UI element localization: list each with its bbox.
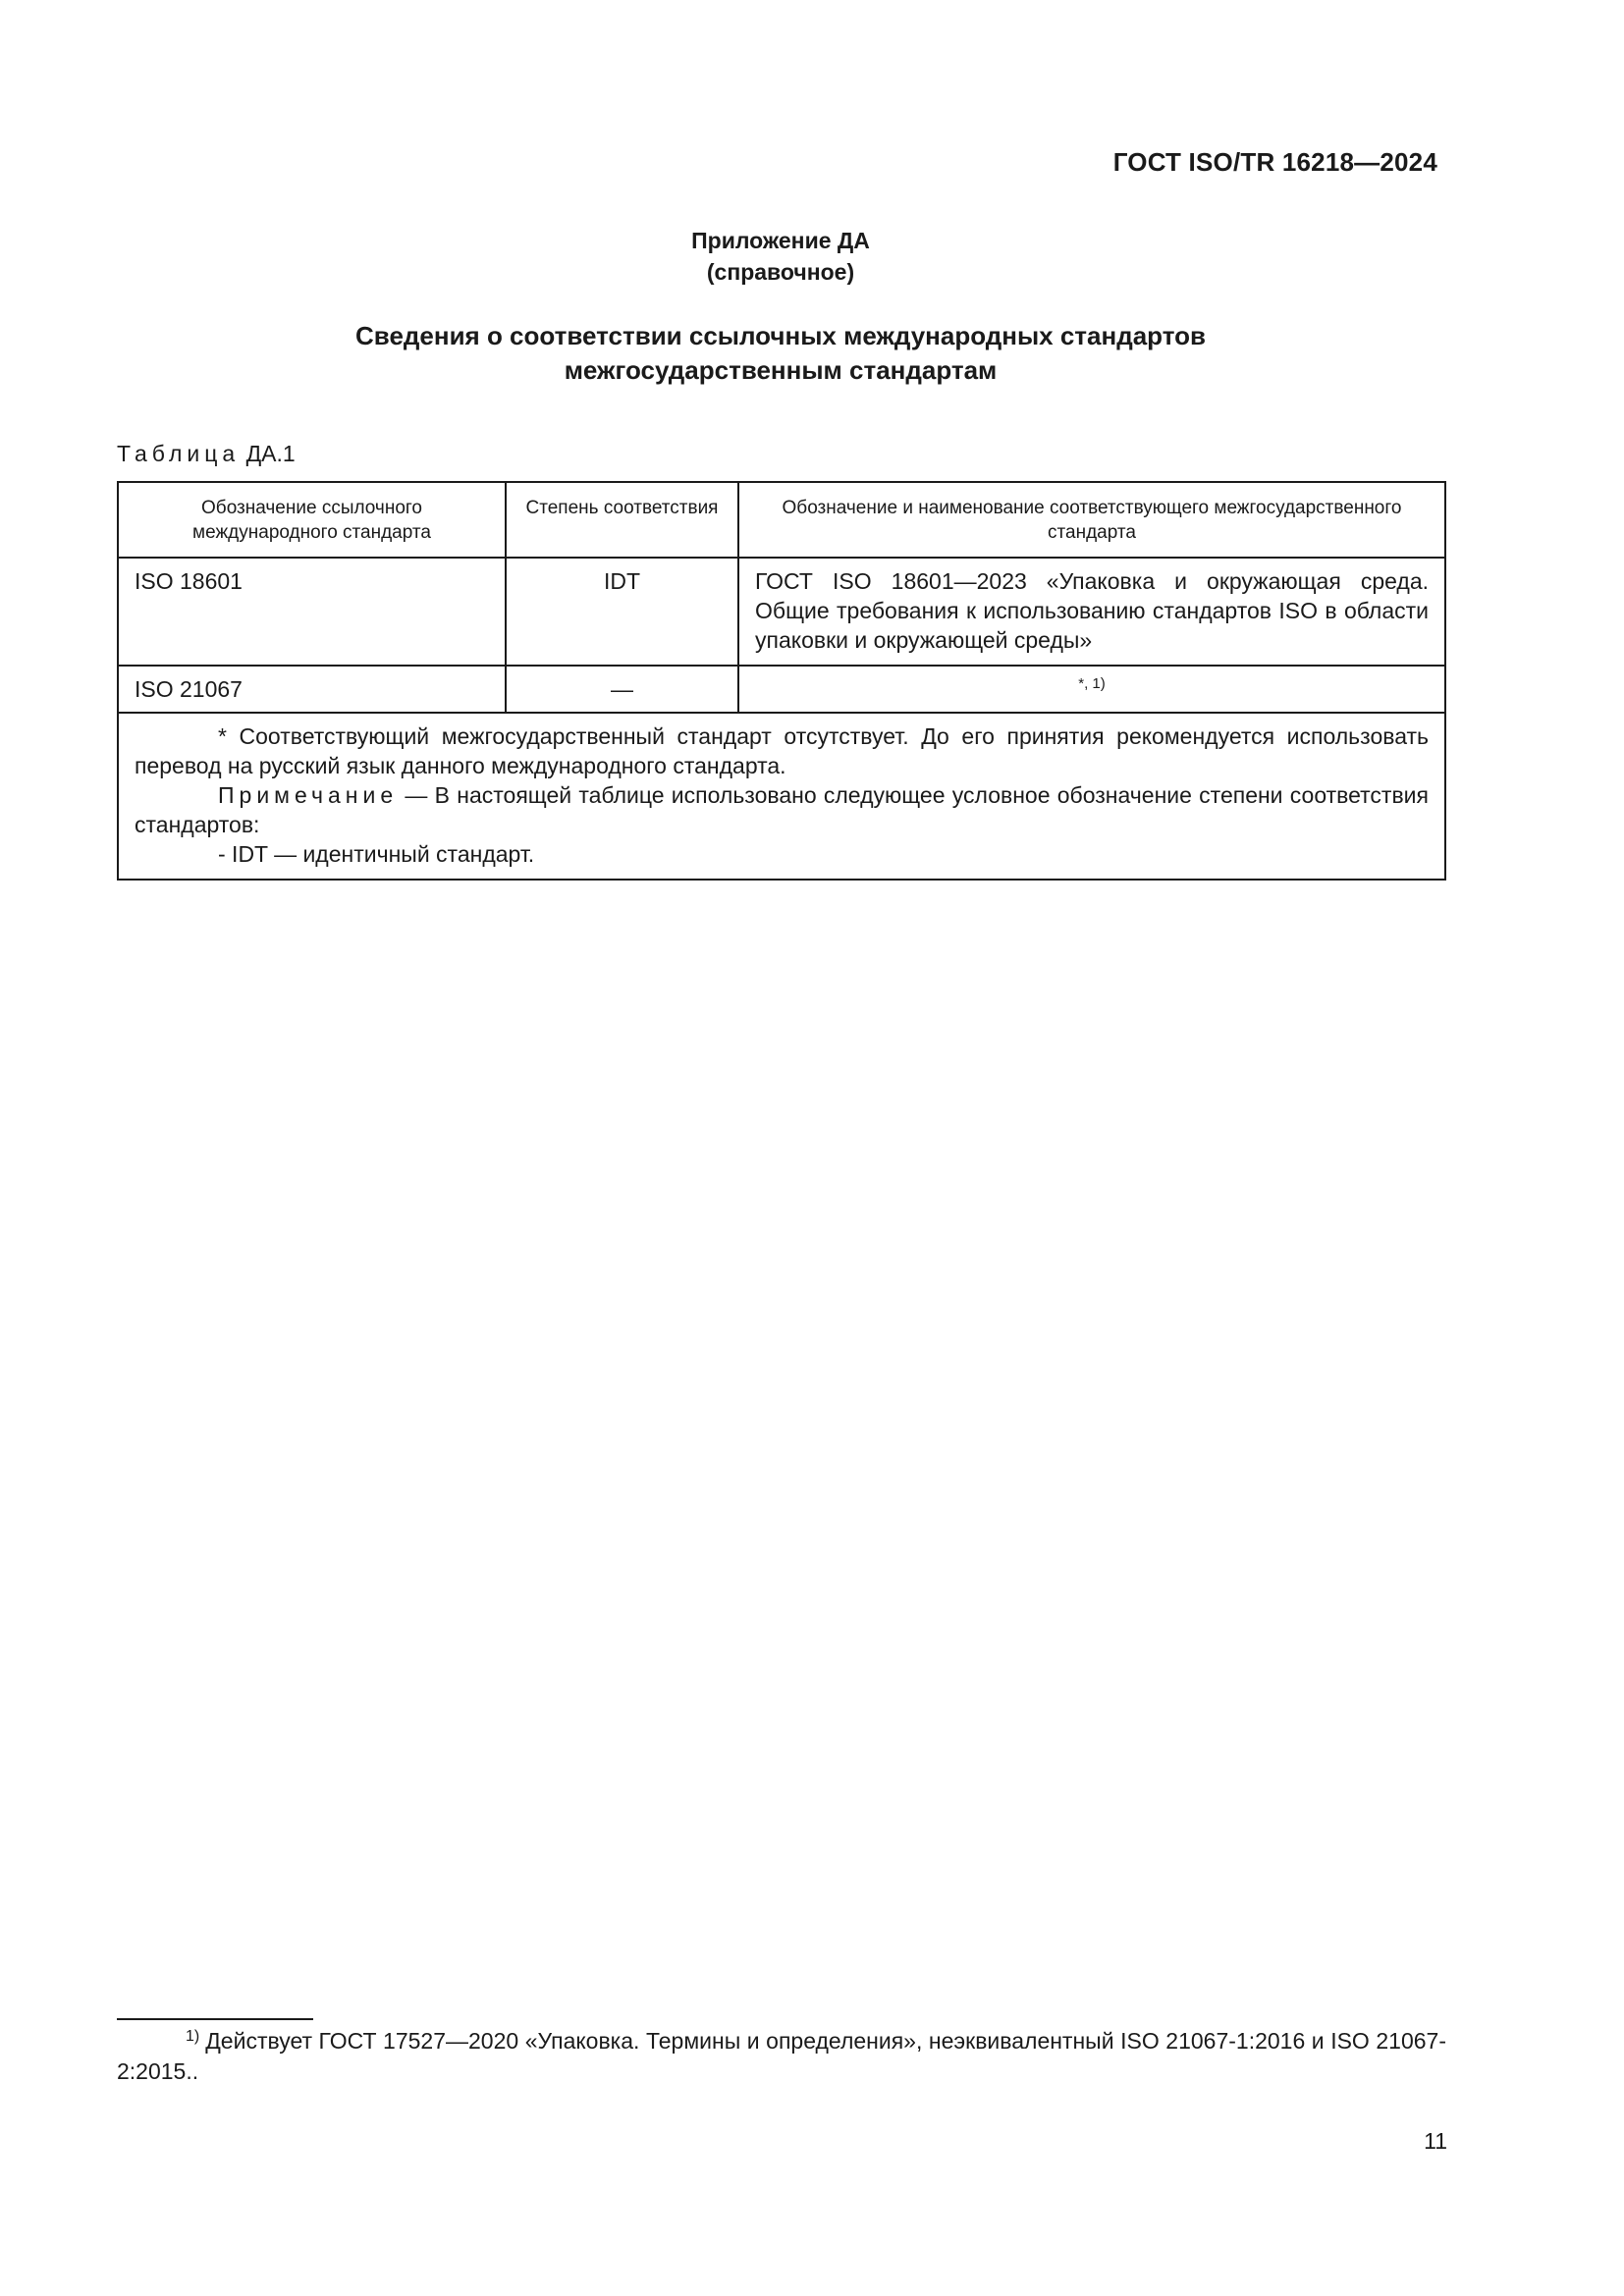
note-paragraph [135, 780, 1429, 839]
table-caption-word: Таблица [117, 441, 241, 466]
cell-degree: IDT [506, 558, 738, 666]
footnote-divider [117, 2018, 313, 2020]
section-title-line-1: Сведения о соответствии ссылочных международных стандартов [355, 321, 1206, 350]
appendix-heading: Приложение ДА [691, 228, 870, 253]
note-asterisk: * Соответствующий межгосударственный стандарт отсутствует. До его принятия рекомендуется использовать перевод на русский язык данного международного стандарта. [135, 723, 1429, 778]
cell-standard: ISO 18601 [118, 558, 506, 666]
cell-standard: ISO 21067 [118, 666, 506, 713]
footnote-reference: *, 1) [1078, 675, 1106, 692]
cell-interstate [738, 666, 1445, 713]
header-interstate-standard: Обозначение и наименование соответствующего межгосударственного стандарта [738, 482, 1445, 558]
correspondence-table [117, 481, 1446, 881]
table-row [118, 558, 1445, 666]
header-degree: Степень соответствия [506, 482, 738, 558]
footnote [117, 2026, 1446, 2087]
note-list-item: - IDT — идентичный стандарт. [218, 841, 535, 867]
footnote-marker: 1) [186, 2028, 200, 2045]
table-row [118, 666, 1445, 713]
cell-interstate: ГОСТ ISO 18601—2023 «Упаковка и окружающая среда. Общие требования к использованию стандартов ISO в области упаковки и окружающей среды» [738, 558, 1445, 666]
note-text: — В настоящей таблице использовано следующее условное обозначение степени соответствия стандартов: [135, 782, 1429, 837]
section-title-line-2: межгосударственным стандартам [564, 355, 998, 385]
table-caption [117, 441, 296, 467]
page-number: 11 [1424, 2128, 1447, 2154]
table-note-row [118, 713, 1445, 880]
table-header-row [118, 482, 1445, 558]
appendix-type: (справочное) [706, 259, 855, 285]
note-label: Примечание [218, 782, 399, 808]
table-caption-id: ДА.1 [245, 441, 296, 466]
section-title [0, 319, 1561, 388]
cell-degree: — [506, 666, 738, 713]
document-code: ГОСТ ISO/TR 16218—2024 [1112, 147, 1437, 177]
header-reference-standard: Обозначение ссылочного международного стандарта [118, 482, 506, 558]
table-note [118, 713, 1445, 880]
footnote-text: Действует ГОСТ 17527—2020 «Упаковка. Термины и определения», неэквивалентный ISO 21067-1:2016 и ISO 21067-2:2015.. [117, 2028, 1446, 2084]
